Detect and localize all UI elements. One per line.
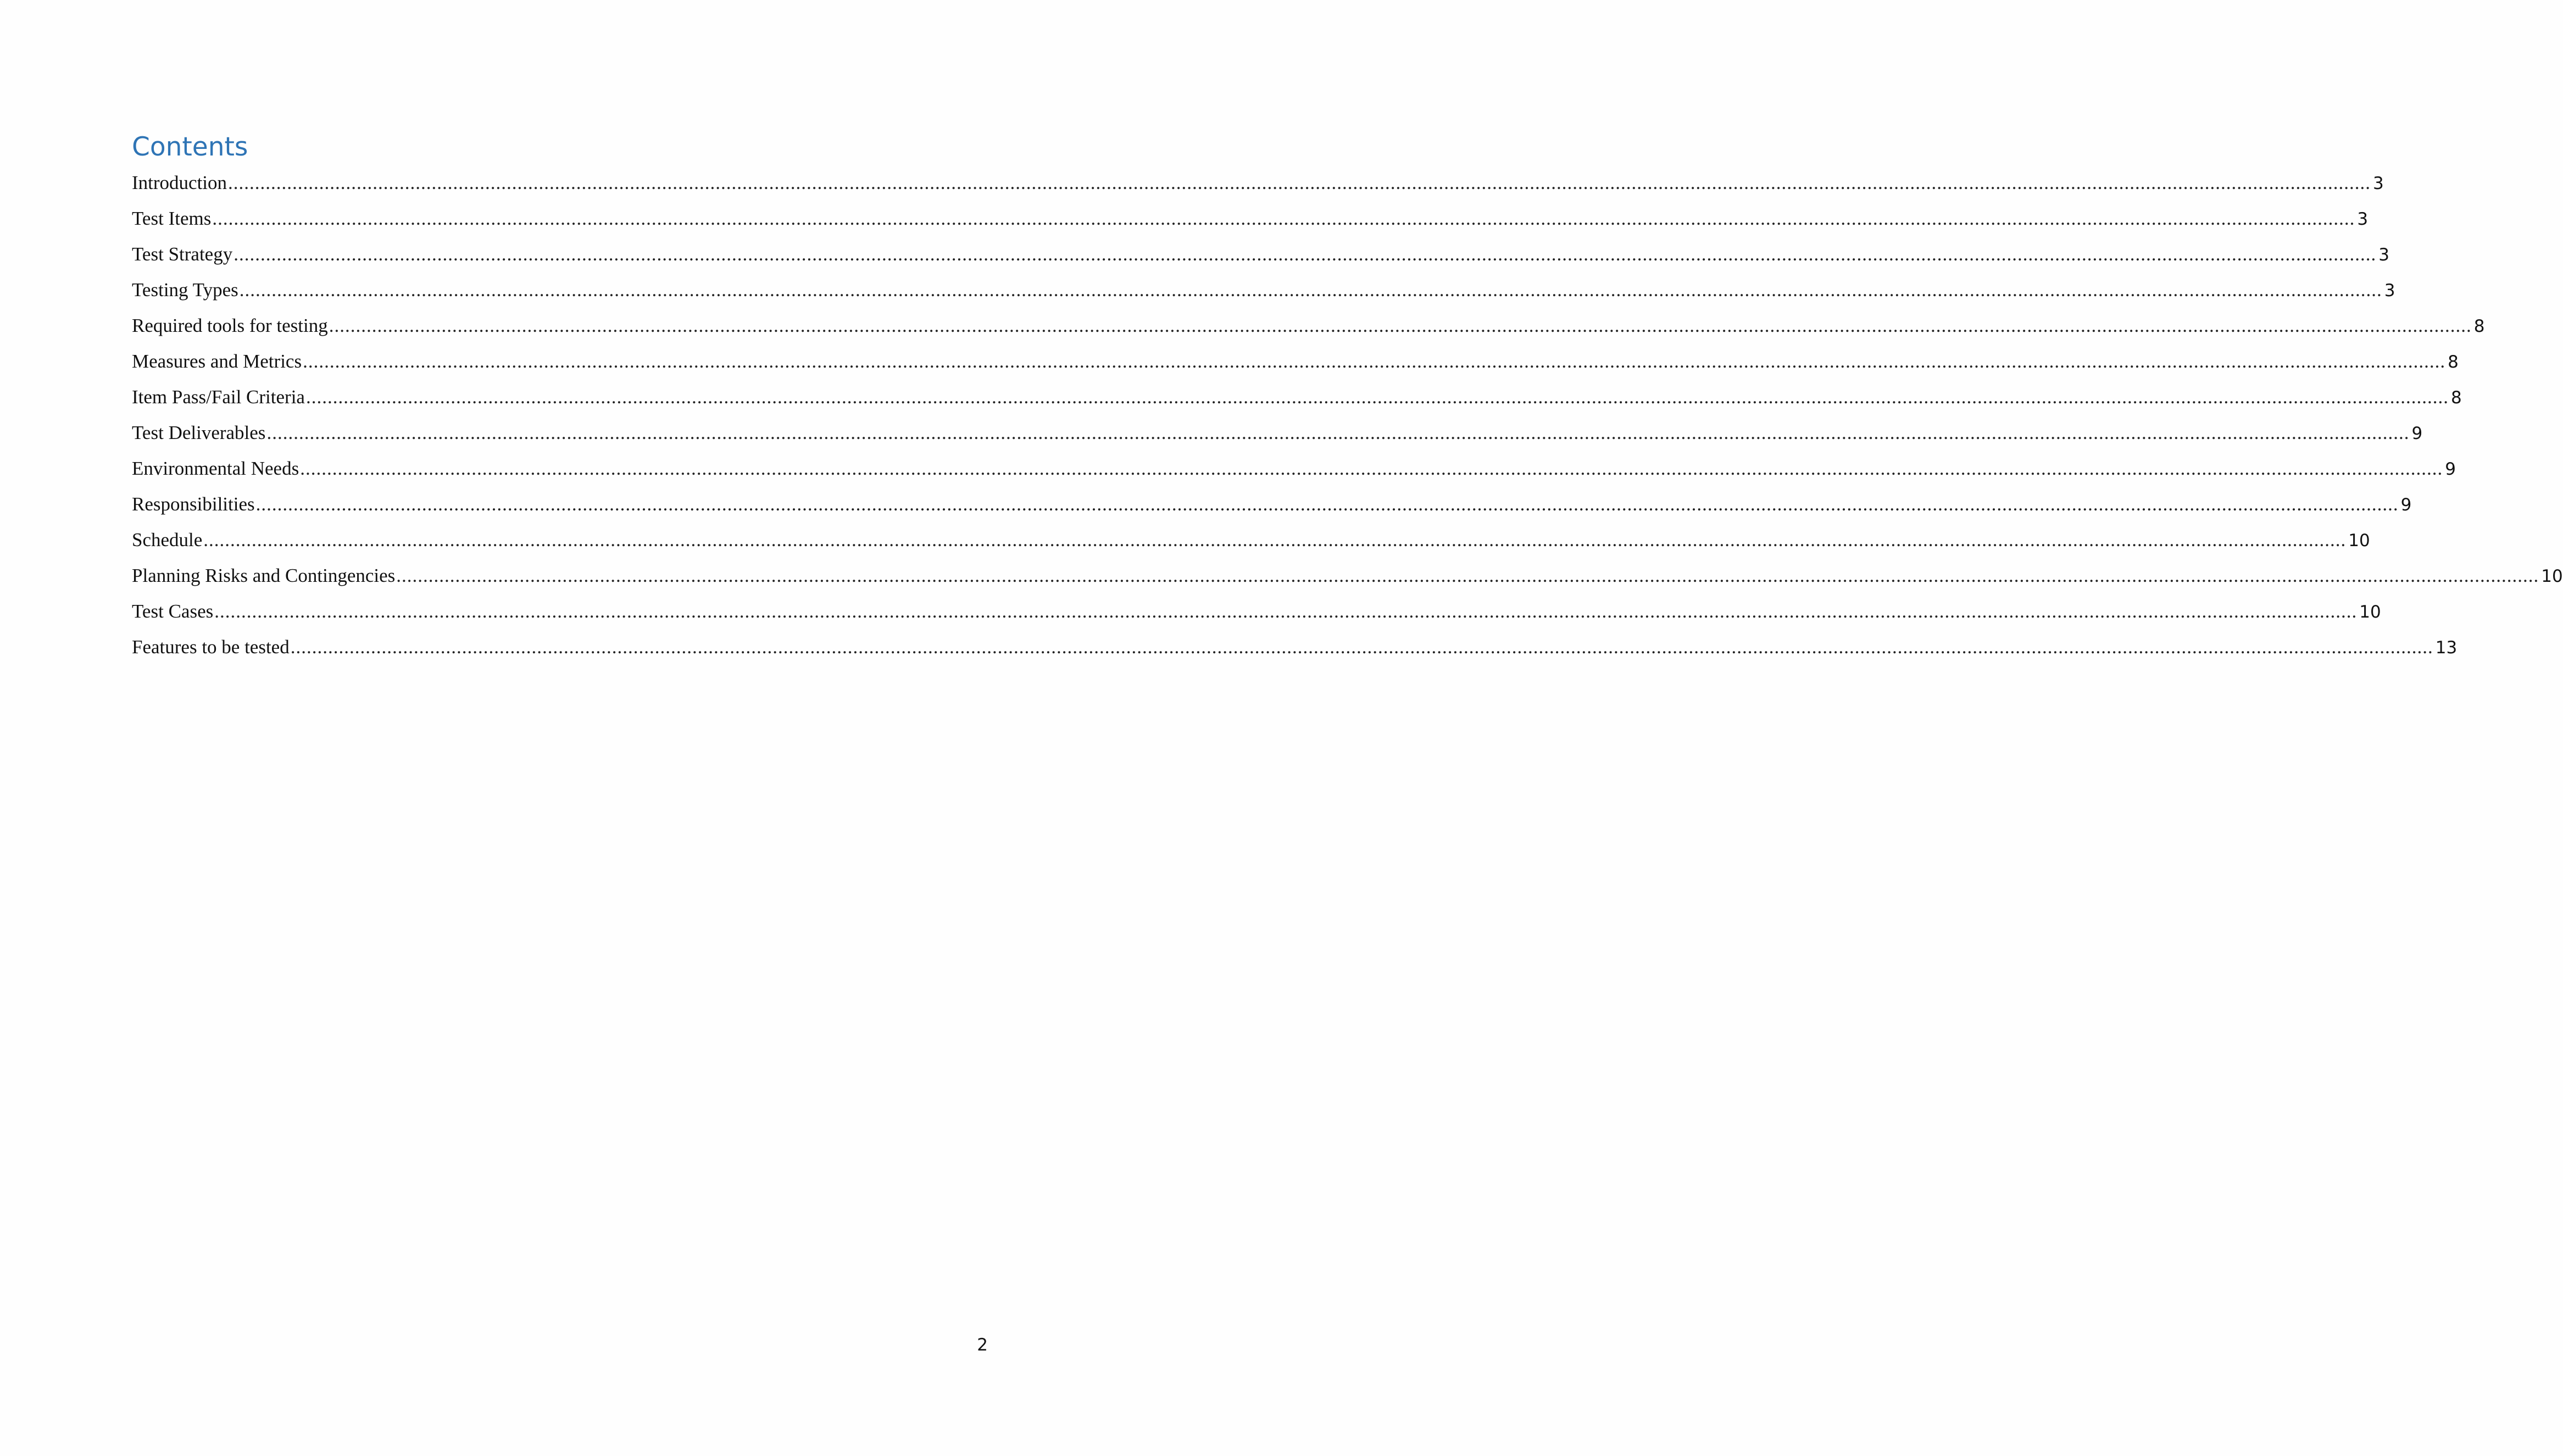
- toc-title: Contents: [132, 132, 248, 162]
- toc-entry[interactable]: [132, 419, 2423, 455]
- toc-entry-label[interactable]: Environmental Needs: [132, 458, 299, 479]
- toc-entry-page[interactable]: 13: [2435, 638, 2458, 658]
- toc-dot-leader: ................................................................................................................................................................................................................................................................................................................................................................................................................: [233, 243, 2377, 265]
- toc-entry[interactable]: [132, 348, 2459, 384]
- toc-entry-label[interactable]: Features to be tested: [132, 636, 290, 658]
- toc-entry-label[interactable]: Test Strategy: [132, 243, 233, 265]
- toc-entry-label[interactable]: Planning Risks and Contingencies: [132, 565, 396, 586]
- toc-entry[interactable]: [132, 491, 2412, 526]
- toc-dot-leader: ................................................................................................................................................................................................................................................................................................................................................................................................................: [396, 565, 2539, 586]
- toc-dot-leader: ................................................................................................................................................................................................................................................................................................................................................................................................................: [300, 458, 2443, 479]
- toc-dot-leader: ................................................................................................................................................................................................................................................................................................................................................................................................................: [266, 422, 2410, 443]
- toc-entry-label[interactable]: Required tools for testing: [132, 315, 328, 336]
- toc-entry-label[interactable]: Test Deliverables: [132, 422, 266, 443]
- toc-dot-leader: ................................................................................................................................................................................................................................................................................................................................................................................................................: [214, 601, 2358, 622]
- toc-entry-label[interactable]: Introduction: [132, 172, 227, 193]
- toc-entry-page[interactable]: 3: [2373, 174, 2384, 193]
- toc-dot-leader: ................................................................................................................................................................................................................................................................................................................................................................................................................: [228, 172, 2371, 193]
- toc-dot-leader: ................................................................................................................................................................................................................................................................................................................................................................................................................: [212, 208, 2355, 229]
- toc-entry[interactable]: [132, 526, 2370, 562]
- toc-entry[interactable]: [132, 633, 2458, 669]
- page-number: 2: [977, 1335, 988, 1355]
- table-of-contents: [132, 169, 2563, 669]
- toc-dot-leader: ................................................................................................................................................................................................................................................................................................................................................................................................................: [255, 493, 2399, 515]
- toc-entry-label[interactable]: Measures and Metrics: [132, 351, 302, 372]
- toc-dot-leader: ................................................................................................................................................................................................................................................................................................................................................................................................................: [329, 315, 2472, 336]
- toc-entry-page[interactable]: 8: [2473, 316, 2485, 336]
- toc-entry-label[interactable]: Item Pass/Fail Criteria: [132, 386, 305, 408]
- toc-entry-label[interactable]: Testing Types: [132, 279, 238, 301]
- toc-entry-page[interactable]: 3: [2384, 281, 2395, 301]
- toc-entry[interactable]: [132, 169, 2384, 205]
- toc-entry-page[interactable]: 9: [2411, 424, 2423, 443]
- toc-entry-page[interactable]: 10: [2541, 566, 2563, 586]
- toc-dot-leader: ................................................................................................................................................................................................................................................................................................................................................................................................................: [290, 636, 2433, 658]
- toc-entry-label[interactable]: Test Items: [132, 208, 212, 229]
- toc-entry-page[interactable]: 3: [2378, 245, 2389, 265]
- toc-entry-page[interactable]: 9: [2400, 495, 2412, 515]
- toc-entry[interactable]: [132, 312, 2485, 348]
- toc-entry-label[interactable]: Responsibilities: [132, 493, 255, 515]
- toc-entry[interactable]: [132, 455, 2456, 491]
- toc-entry-page[interactable]: 8: [2448, 352, 2459, 372]
- toc-dot-leader: ................................................................................................................................................................................................................................................................................................................................................................................................................: [305, 386, 2449, 408]
- toc-entry-page[interactable]: 8: [2450, 388, 2462, 408]
- toc-dot-leader: ................................................................................................................................................................................................................................................................................................................................................................................................................: [203, 529, 2347, 551]
- toc-dot-leader: ................................................................................................................................................................................................................................................................................................................................................................................................................: [303, 351, 2446, 372]
- toc-entry-page[interactable]: 10: [2348, 531, 2370, 551]
- toc-entry[interactable]: [132, 241, 2389, 276]
- toc-entry-label[interactable]: Schedule: [132, 529, 203, 551]
- toc-entry-page[interactable]: 9: [2445, 459, 2456, 479]
- toc-entry[interactable]: [132, 276, 2395, 312]
- toc-entry[interactable]: [132, 384, 2462, 419]
- toc-dot-leader: ................................................................................................................................................................................................................................................................................................................................................................................................................: [239, 279, 2382, 301]
- toc-entry-label[interactable]: Test Cases: [132, 601, 214, 622]
- toc-entry-page[interactable]: 3: [2357, 209, 2369, 229]
- toc-entry[interactable]: [132, 598, 2381, 633]
- toc-entry[interactable]: [132, 562, 2563, 598]
- toc-entry[interactable]: [132, 205, 2369, 241]
- toc-entry-page[interactable]: 10: [2359, 602, 2381, 622]
